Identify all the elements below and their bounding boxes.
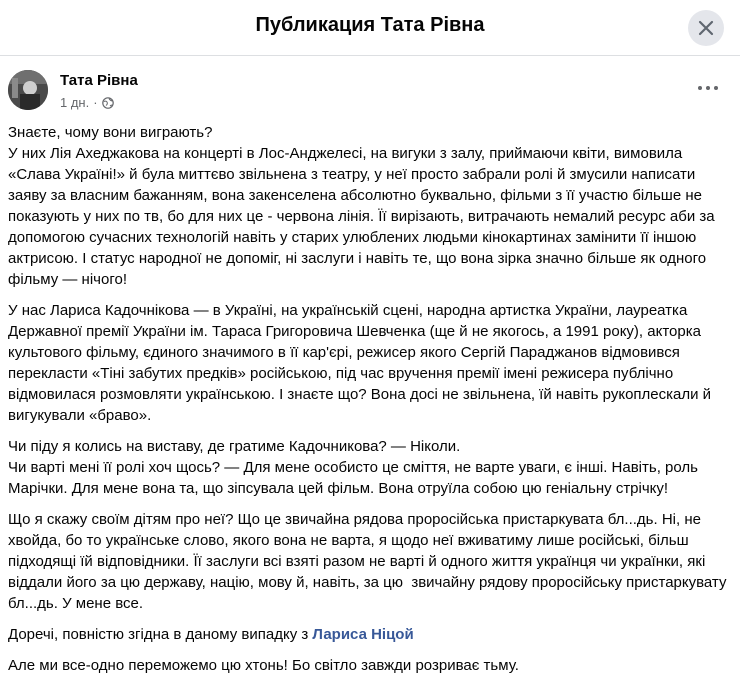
close-icon <box>698 20 714 36</box>
mention-paragraph <box>8 624 730 645</box>
post-meta <box>60 95 114 110</box>
more-options-button[interactable] <box>694 78 722 98</box>
author-name[interactable]: Тата Рівна <box>60 72 138 89</box>
meta-separator: · <box>93 95 98 110</box>
avatar-image <box>8 70 48 110</box>
post-header <box>0 56 740 118</box>
post-paragraph: Знаєте, чому вони виграють? У них Лія Ахеджакова на концерті в Лос-Анджелесі, на вигуки з залу, приймаючи квіти, вимовила «Слава Україні!» й була миттєво звільнена з театру, у неї просто забрали ролі й змусили написати заяву за власним бажанням, вона закенселена абсолютно буквально, фільми з її участю більше не показують у них по тв, бо для них це - червона лінія. Її вирізають, витрачають немалий ресурс аби за допомогою сучасних технологій навіть у старих улюблених людьми кінокартинах замінити її іншою актрисою. І статус народної не допоміг, ні заслуги і навіть те, що вона зірка значно більше як одного фільму — нічого! <box>8 124 715 288</box>
mention-link[interactable]: Лариса Ніцой <box>312 626 414 643</box>
dialog-title: Публикация Тата Рівна <box>255 14 485 36</box>
post-paragraph: У нас Лариса Кадочнікова — в Україні, на українській сцені, народна артистка України, лауреатка Державної премії України ім. Тараса Григоровича Шевченка (ще й не якогось, а 1991 року), акторка культового фільму, єдиного значимого в її кар'єрі, режисер якого Сергій Параджанов відмовився перекласти «Тіні забутих предків» російською, під час вручення премії імені режисера публічно відмовилася розмовляти українською. І знаєте що? Вона досі не звільнена, їй навіть рукоплескали й вигукували «браво». <box>8 302 716 424</box>
mention-prefix: Доречі, повністю згідна в даному випадку з <box>8 626 313 643</box>
globe-icon <box>102 97 114 109</box>
post-time[interactable]: 1 дн. <box>60 95 90 110</box>
post-paragraph: Що я скажу своїм дітям про неї? Що це звичайна рядова проросійська пристаркувата бл...дь. Ні, не хвойда, бо то українське слово, якого вона не варта, я щодо неї вживатиму лише російські, більш підходящі їй відповідники. Її заслуги всі взяті разом не варті й одного життя українця чи українки, які віддали його за цю державу, націю, мову й, навіть, за цю звичайну рядову проросійську пристаркувату бл...дь. У мене все. <box>8 511 731 612</box>
close-button[interactable] <box>688 10 724 46</box>
post-closing-line: Але ми все-одно переможемо цю хтонь! Бо світло завжди розриває тьму. <box>8 657 519 674</box>
dialog-header <box>0 0 740 56</box>
avatar[interactable] <box>8 70 48 110</box>
more-horizontal-icon <box>698 86 702 90</box>
post-paragraph: Чи піду я колись на виставу, де гратиме Кадочникова? — Ніколи. Чи варті мені її ролі хоч щось? — Для мене особисто це сміття, не варте уваги, є інші. Навіть, роль Марічки. Для мене вона та, що зіпсувала цей фільм. Вона отруїла собою цю геніальну стрічку! <box>8 438 698 497</box>
post-content <box>8 122 730 676</box>
